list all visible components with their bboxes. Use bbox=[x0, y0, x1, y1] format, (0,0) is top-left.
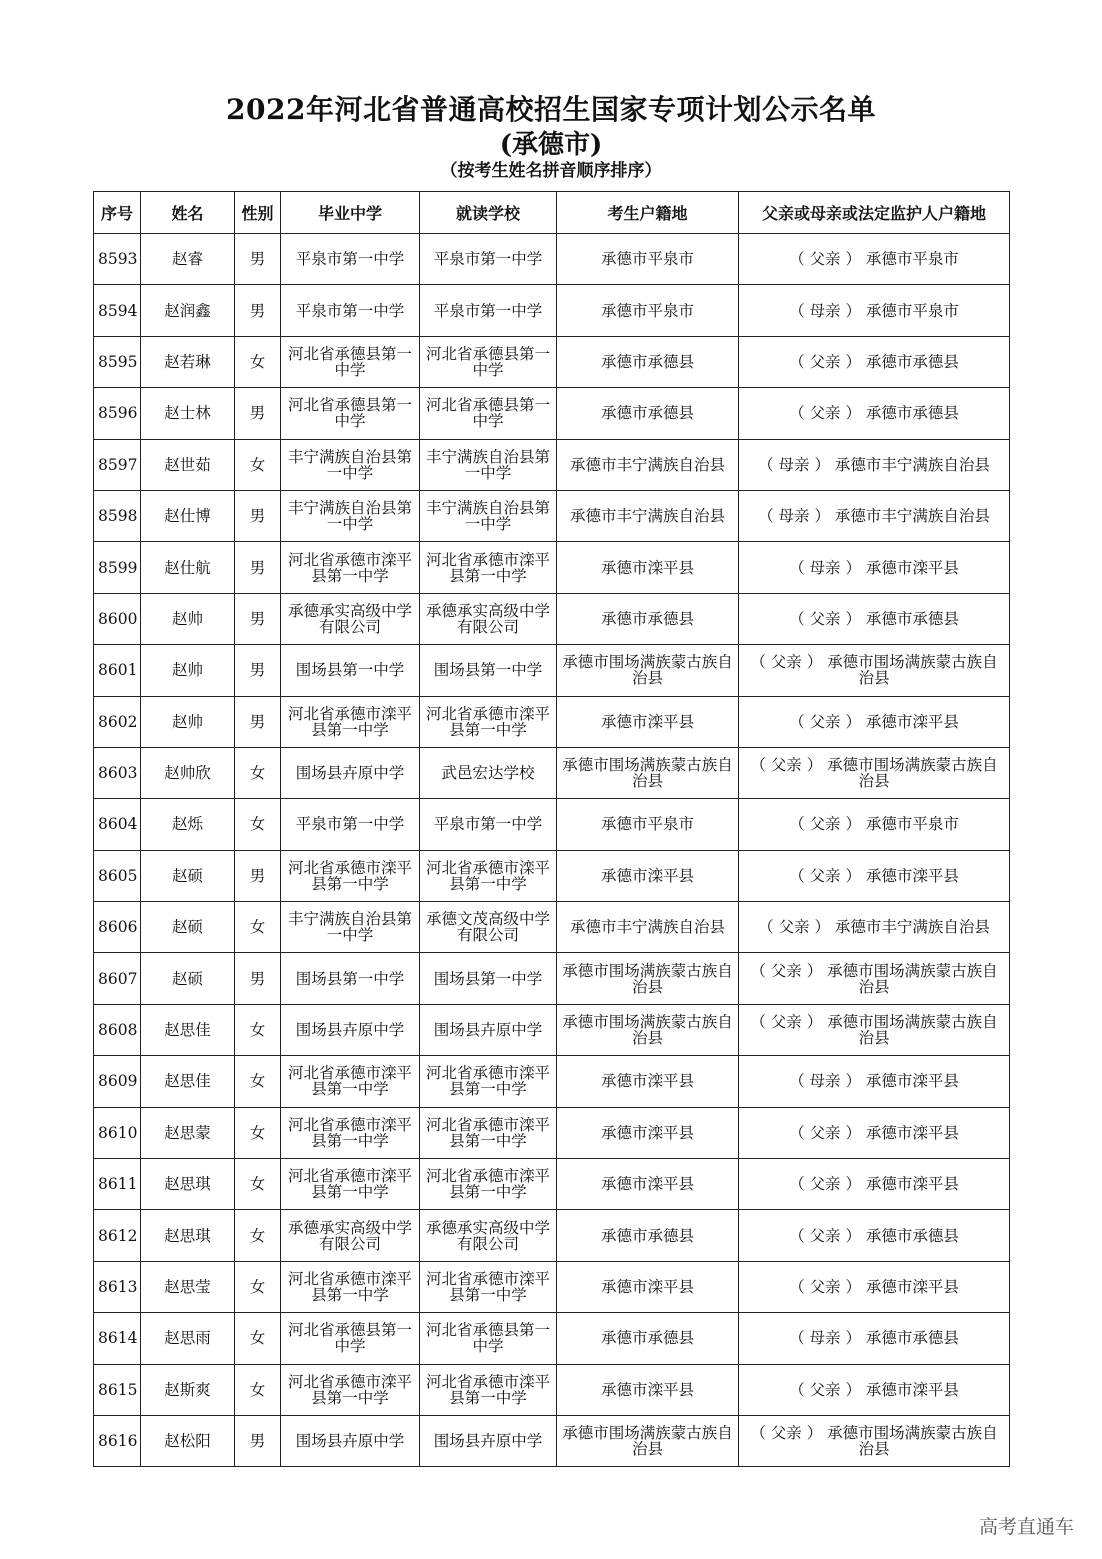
cell-guardian-hukou: （ 父亲 ） 承德市围场满族蒙古族自治县 bbox=[739, 953, 1010, 1004]
cell-student-hukou: 承德市承德县 bbox=[557, 336, 739, 387]
header-name: 姓名 bbox=[141, 192, 235, 234]
cell-student-hukou: 承德市丰宁满族自治县 bbox=[557, 439, 739, 490]
cell-gender: 男 bbox=[235, 490, 281, 541]
cell-seq: 8616 bbox=[94, 1415, 141, 1466]
table-row bbox=[94, 593, 1010, 644]
cell-guardian-hukou: （ 父亲 ） 承德市围场满族蒙古族自治县 bbox=[739, 1415, 1010, 1466]
cell-guardian-hukou: （ 父亲 ） 承德市滦平县 bbox=[739, 1364, 1010, 1415]
cell-graduation-school: 河北省承德市滦平县第一中学 bbox=[281, 850, 420, 901]
cell-guardian-hukou: （ 父亲 ） 承德市丰宁满族自治县 bbox=[739, 902, 1010, 953]
cell-current-school: 承德承实高级中学有限公司 bbox=[420, 593, 557, 644]
cell-student-hukou: 承德市滦平县 bbox=[557, 696, 739, 747]
cell-gender: 女 bbox=[235, 1364, 281, 1415]
cell-seq: 8597 bbox=[94, 439, 141, 490]
table-row bbox=[94, 490, 1010, 541]
cell-graduation-school: 河北省承德市滦平县第一中学 bbox=[281, 1159, 420, 1210]
cell-guardian-hukou: （ 母亲 ） 承德市滦平县 bbox=[739, 1056, 1010, 1107]
cell-graduation-school: 丰宁满族自治县第一中学 bbox=[281, 902, 420, 953]
cell-name: 赵思雨 bbox=[141, 1313, 235, 1364]
cell-student-hukou: 承德市围场满族蒙古族自治县 bbox=[557, 645, 739, 696]
cell-seq: 8603 bbox=[94, 747, 141, 798]
cell-name: 赵思佳 bbox=[141, 1056, 235, 1107]
cell-graduation-school: 河北省承德市滦平县第一中学 bbox=[281, 1364, 420, 1415]
cell-current-school: 河北省承德市滦平县第一中学 bbox=[420, 542, 557, 593]
cell-gender: 男 bbox=[235, 1415, 281, 1466]
cell-current-school: 承德承实高级中学有限公司 bbox=[420, 1210, 557, 1261]
cell-graduation-school: 围场县卉原中学 bbox=[281, 1004, 420, 1055]
cell-graduation-school: 围场县第一中学 bbox=[281, 645, 420, 696]
cell-current-school: 河北省承德市滦平县第一中学 bbox=[420, 696, 557, 747]
cell-student-hukou: 承德市滦平县 bbox=[557, 1159, 739, 1210]
cell-name: 赵士林 bbox=[141, 388, 235, 439]
cell-current-school: 武邑宏达学校 bbox=[420, 747, 557, 798]
cell-current-school: 河北省承德县第一中学 bbox=[420, 388, 557, 439]
cell-guardian-hukou: （ 父亲 ） 承德市滦平县 bbox=[739, 1261, 1010, 1312]
cell-gender: 男 bbox=[235, 645, 281, 696]
cell-seq: 8608 bbox=[94, 1004, 141, 1055]
cell-gender: 女 bbox=[235, 747, 281, 798]
cell-graduation-school: 河北省承德县第一中学 bbox=[281, 1313, 420, 1364]
cell-name: 赵仕航 bbox=[141, 542, 235, 593]
cell-seq: 8598 bbox=[94, 490, 141, 541]
cell-seq: 8605 bbox=[94, 850, 141, 901]
cell-seq: 8600 bbox=[94, 593, 141, 644]
cell-graduation-school: 河北省承德县第一中学 bbox=[281, 388, 420, 439]
cell-guardian-hukou: （ 父亲 ） 承德市承德县 bbox=[739, 1210, 1010, 1261]
cell-name: 赵松阳 bbox=[141, 1415, 235, 1466]
table-row bbox=[94, 1261, 1010, 1312]
cell-graduation-school: 平泉市第一中学 bbox=[281, 285, 420, 336]
cell-student-hukou: 承德市平泉市 bbox=[557, 234, 739, 285]
student-roster-table bbox=[93, 191, 1010, 1467]
cell-seq: 8609 bbox=[94, 1056, 141, 1107]
cell-guardian-hukou: （ 父亲 ） 承德市围场满族蒙古族自治县 bbox=[739, 1004, 1010, 1055]
table-row bbox=[94, 696, 1010, 747]
cell-current-school: 围场县卉原中学 bbox=[420, 1415, 557, 1466]
table-row bbox=[94, 1415, 1010, 1466]
cell-student-hukou: 承德市平泉市 bbox=[557, 799, 739, 850]
cell-gender: 女 bbox=[235, 1313, 281, 1364]
table-row bbox=[94, 1107, 1010, 1158]
table-row bbox=[94, 439, 1010, 490]
cell-name: 赵世茹 bbox=[141, 439, 235, 490]
header-guardian-hukou: 父亲或母亲或法定监护人户籍地 bbox=[739, 192, 1010, 234]
cell-name: 赵硕 bbox=[141, 902, 235, 953]
cell-guardian-hukou: （ 母亲 ） 承德市平泉市 bbox=[739, 285, 1010, 336]
header-student-hukou: 考生户籍地 bbox=[557, 192, 739, 234]
cell-student-hukou: 承德市滦平县 bbox=[557, 1107, 739, 1158]
table-row bbox=[94, 645, 1010, 696]
cell-student-hukou: 承德市承德县 bbox=[557, 1210, 739, 1261]
cell-guardian-hukou: （ 父亲 ） 承德市平泉市 bbox=[739, 234, 1010, 285]
table-row bbox=[94, 1210, 1010, 1261]
cell-student-hukou: 承德市承德县 bbox=[557, 1313, 739, 1364]
cell-graduation-school: 丰宁满族自治县第一中学 bbox=[281, 439, 420, 490]
table-row bbox=[94, 902, 1010, 953]
cell-graduation-school: 丰宁满族自治县第一中学 bbox=[281, 490, 420, 541]
cell-gender: 女 bbox=[235, 799, 281, 850]
cell-seq: 8595 bbox=[94, 336, 141, 387]
table-row bbox=[94, 1313, 1010, 1364]
watermark: 高考直通车 bbox=[978, 1516, 1074, 1538]
cell-graduation-school: 河北省承德市滦平县第一中学 bbox=[281, 1107, 420, 1158]
cell-guardian-hukou: （ 母亲 ） 承德市承德县 bbox=[739, 1313, 1010, 1364]
cell-current-school: 丰宁满族自治县第一中学 bbox=[420, 439, 557, 490]
cell-gender: 女 bbox=[235, 1107, 281, 1158]
cell-current-school: 河北省承德市滦平县第一中学 bbox=[420, 1159, 557, 1210]
document-title: 2022年河北省普通高校招生国家专项计划公示名单 bbox=[226, 93, 876, 126]
cell-gender: 女 bbox=[235, 439, 281, 490]
table-row bbox=[94, 953, 1010, 1004]
table-row bbox=[94, 747, 1010, 798]
cell-gender: 女 bbox=[235, 1056, 281, 1107]
cell-gender: 男 bbox=[235, 696, 281, 747]
cell-current-school: 围场县第一中学 bbox=[420, 953, 557, 1004]
cell-gender: 男 bbox=[235, 593, 281, 644]
cell-name: 赵帅 bbox=[141, 593, 235, 644]
cell-student-hukou: 承德市滦平县 bbox=[557, 850, 739, 901]
cell-graduation-school: 围场县第一中学 bbox=[281, 953, 420, 1004]
cell-name: 赵思琪 bbox=[141, 1210, 235, 1261]
cell-guardian-hukou: （ 父亲 ） 承德市围场满族蒙古族自治县 bbox=[739, 747, 1010, 798]
cell-current-school: 丰宁满族自治县第一中学 bbox=[420, 490, 557, 541]
cell-graduation-school: 承德承实高级中学有限公司 bbox=[281, 1210, 420, 1261]
cell-gender: 女 bbox=[235, 1210, 281, 1261]
table-row bbox=[94, 285, 1010, 336]
table-row bbox=[94, 1004, 1010, 1055]
cell-guardian-hukou: （ 父亲 ） 承德市滦平县 bbox=[739, 1107, 1010, 1158]
cell-name: 赵斯爽 bbox=[141, 1364, 235, 1415]
table-row bbox=[94, 542, 1010, 593]
table-row bbox=[94, 234, 1010, 285]
cell-student-hukou: 承德市围场满族蒙古族自治县 bbox=[557, 747, 739, 798]
cell-current-school: 河北省承德市滦平县第一中学 bbox=[420, 1364, 557, 1415]
cell-guardian-hukou: （ 母亲 ） 承德市丰宁满族自治县 bbox=[739, 490, 1010, 541]
cell-seq: 8614 bbox=[94, 1313, 141, 1364]
cell-seq: 8607 bbox=[94, 953, 141, 1004]
cell-current-school: 河北省承德县第一中学 bbox=[420, 1313, 557, 1364]
cell-seq: 8615 bbox=[94, 1364, 141, 1415]
cell-gender: 女 bbox=[235, 902, 281, 953]
cell-name: 赵帅 bbox=[141, 696, 235, 747]
cell-graduation-school: 河北省承德市滦平县第一中学 bbox=[281, 1261, 420, 1312]
cell-graduation-school: 围场县卉原中学 bbox=[281, 747, 420, 798]
cell-gender: 女 bbox=[235, 1159, 281, 1210]
table-row bbox=[94, 850, 1010, 901]
cell-gender: 女 bbox=[235, 1004, 281, 1055]
cell-name: 赵帅 bbox=[141, 645, 235, 696]
cell-gender: 女 bbox=[235, 1261, 281, 1312]
cell-student-hukou: 承德市丰宁满族自治县 bbox=[557, 490, 739, 541]
cell-graduation-school: 河北省承德县第一中学 bbox=[281, 336, 420, 387]
cell-graduation-school: 平泉市第一中学 bbox=[281, 234, 420, 285]
table-row bbox=[94, 799, 1010, 850]
cell-graduation-school: 河北省承德市滦平县第一中学 bbox=[281, 542, 420, 593]
table-row bbox=[94, 1364, 1010, 1415]
cell-name: 赵仕博 bbox=[141, 490, 235, 541]
cell-current-school: 河北省承德市滦平县第一中学 bbox=[420, 1107, 557, 1158]
cell-name: 赵润鑫 bbox=[141, 285, 235, 336]
cell-current-school: 承德文茂高级中学有限公司 bbox=[420, 902, 557, 953]
cell-seq: 8610 bbox=[94, 1107, 141, 1158]
cell-seq: 8602 bbox=[94, 696, 141, 747]
cell-student-hukou: 承德市围场满族蒙古族自治县 bbox=[557, 953, 739, 1004]
cell-student-hukou: 承德市丰宁满族自治县 bbox=[557, 902, 739, 953]
table-row bbox=[94, 1056, 1010, 1107]
sort-note: （按考生姓名拼音顺序排序） bbox=[440, 161, 662, 181]
cell-name: 赵思莹 bbox=[141, 1261, 235, 1312]
cell-student-hukou: 承德市承德县 bbox=[557, 593, 739, 644]
cell-name: 赵硕 bbox=[141, 850, 235, 901]
table-row bbox=[94, 388, 1010, 439]
cell-guardian-hukou: （ 父亲 ） 承德市承德县 bbox=[739, 336, 1010, 387]
table-row bbox=[94, 336, 1010, 387]
cell-gender: 男 bbox=[235, 285, 281, 336]
cell-student-hukou: 承德市平泉市 bbox=[557, 285, 739, 336]
cell-seq: 8599 bbox=[94, 542, 141, 593]
cell-student-hukou: 承德市滦平县 bbox=[557, 1056, 739, 1107]
cell-current-school: 河北省承德市滦平县第一中学 bbox=[420, 1056, 557, 1107]
cell-gender: 男 bbox=[235, 388, 281, 439]
cell-name: 赵烁 bbox=[141, 799, 235, 850]
cell-current-school: 围场县第一中学 bbox=[420, 645, 557, 696]
cell-seq: 8611 bbox=[94, 1159, 141, 1210]
cell-graduation-school: 平泉市第一中学 bbox=[281, 799, 420, 850]
header-gender: 性别 bbox=[235, 192, 281, 234]
cell-name: 赵帅欣 bbox=[141, 747, 235, 798]
cell-name: 赵思蒙 bbox=[141, 1107, 235, 1158]
cell-gender: 男 bbox=[235, 234, 281, 285]
cell-gender: 男 bbox=[235, 542, 281, 593]
cell-seq: 8593 bbox=[94, 234, 141, 285]
cell-graduation-school: 围场县卉原中学 bbox=[281, 1415, 420, 1466]
cell-student-hukou: 承德市承德县 bbox=[557, 388, 739, 439]
cell-guardian-hukou: （ 母亲 ） 承德市丰宁满族自治县 bbox=[739, 439, 1010, 490]
cell-student-hukou: 承德市滦平县 bbox=[557, 1261, 739, 1312]
cell-seq: 8606 bbox=[94, 902, 141, 953]
header-current-school: 就读学校 bbox=[420, 192, 557, 234]
cell-seq: 8596 bbox=[94, 388, 141, 439]
cell-student-hukou: 承德市滦平县 bbox=[557, 1364, 739, 1415]
cell-guardian-hukou: （ 父亲 ） 承德市围场满族蒙古族自治县 bbox=[739, 645, 1010, 696]
cell-current-school: 围场县卉原中学 bbox=[420, 1004, 557, 1055]
cell-guardian-hukou: （ 父亲 ） 承德市平泉市 bbox=[739, 799, 1010, 850]
cell-gender: 男 bbox=[235, 953, 281, 1004]
cell-gender: 男 bbox=[235, 850, 281, 901]
cell-current-school: 平泉市第一中学 bbox=[420, 799, 557, 850]
cell-guardian-hukou: （ 父亲 ） 承德市滦平县 bbox=[739, 696, 1010, 747]
cell-name: 赵睿 bbox=[141, 234, 235, 285]
cell-guardian-hukou: （ 父亲 ） 承德市滦平县 bbox=[739, 850, 1010, 901]
cell-student-hukou: 承德市围场满族蒙古族自治县 bbox=[557, 1004, 739, 1055]
table-row bbox=[94, 1159, 1010, 1210]
header-graduation-school: 毕业中学 bbox=[281, 192, 420, 234]
cell-current-school: 河北省承德市滦平县第一中学 bbox=[420, 1261, 557, 1312]
cell-guardian-hukou: （ 父亲 ） 承德市承德县 bbox=[739, 593, 1010, 644]
cell-name: 赵思佳 bbox=[141, 1004, 235, 1055]
cell-guardian-hukou: （ 父亲 ） 承德市承德县 bbox=[739, 388, 1010, 439]
cell-guardian-hukou: （ 母亲 ） 承德市滦平县 bbox=[739, 542, 1010, 593]
cell-current-school: 平泉市第一中学 bbox=[420, 234, 557, 285]
cell-graduation-school: 河北省承德市滦平县第一中学 bbox=[281, 696, 420, 747]
table-header-row bbox=[94, 192, 1010, 234]
document-subtitle: (承德市) bbox=[499, 130, 603, 160]
cell-seq: 8612 bbox=[94, 1210, 141, 1261]
cell-current-school: 河北省承德县第一中学 bbox=[420, 336, 557, 387]
cell-name: 赵若琳 bbox=[141, 336, 235, 387]
cell-graduation-school: 河北省承德市滦平县第一中学 bbox=[281, 1056, 420, 1107]
header-seq: 序号 bbox=[94, 192, 141, 234]
cell-graduation-school: 承德承实高级中学有限公司 bbox=[281, 593, 420, 644]
cell-current-school: 河北省承德市滦平县第一中学 bbox=[420, 850, 557, 901]
cell-name: 赵硕 bbox=[141, 953, 235, 1004]
table-body bbox=[94, 234, 1010, 1467]
cell-seq: 8604 bbox=[94, 799, 141, 850]
cell-current-school: 平泉市第一中学 bbox=[420, 285, 557, 336]
cell-seq: 8613 bbox=[94, 1261, 141, 1312]
cell-student-hukou: 承德市滦平县 bbox=[557, 542, 739, 593]
cell-student-hukou: 承德市围场满族蒙古族自治县 bbox=[557, 1415, 739, 1466]
cell-gender: 女 bbox=[235, 336, 281, 387]
cell-seq: 8594 bbox=[94, 285, 141, 336]
cell-name: 赵思琪 bbox=[141, 1159, 235, 1210]
cell-seq: 8601 bbox=[94, 645, 141, 696]
cell-guardian-hukou: （ 父亲 ） 承德市滦平县 bbox=[739, 1159, 1010, 1210]
